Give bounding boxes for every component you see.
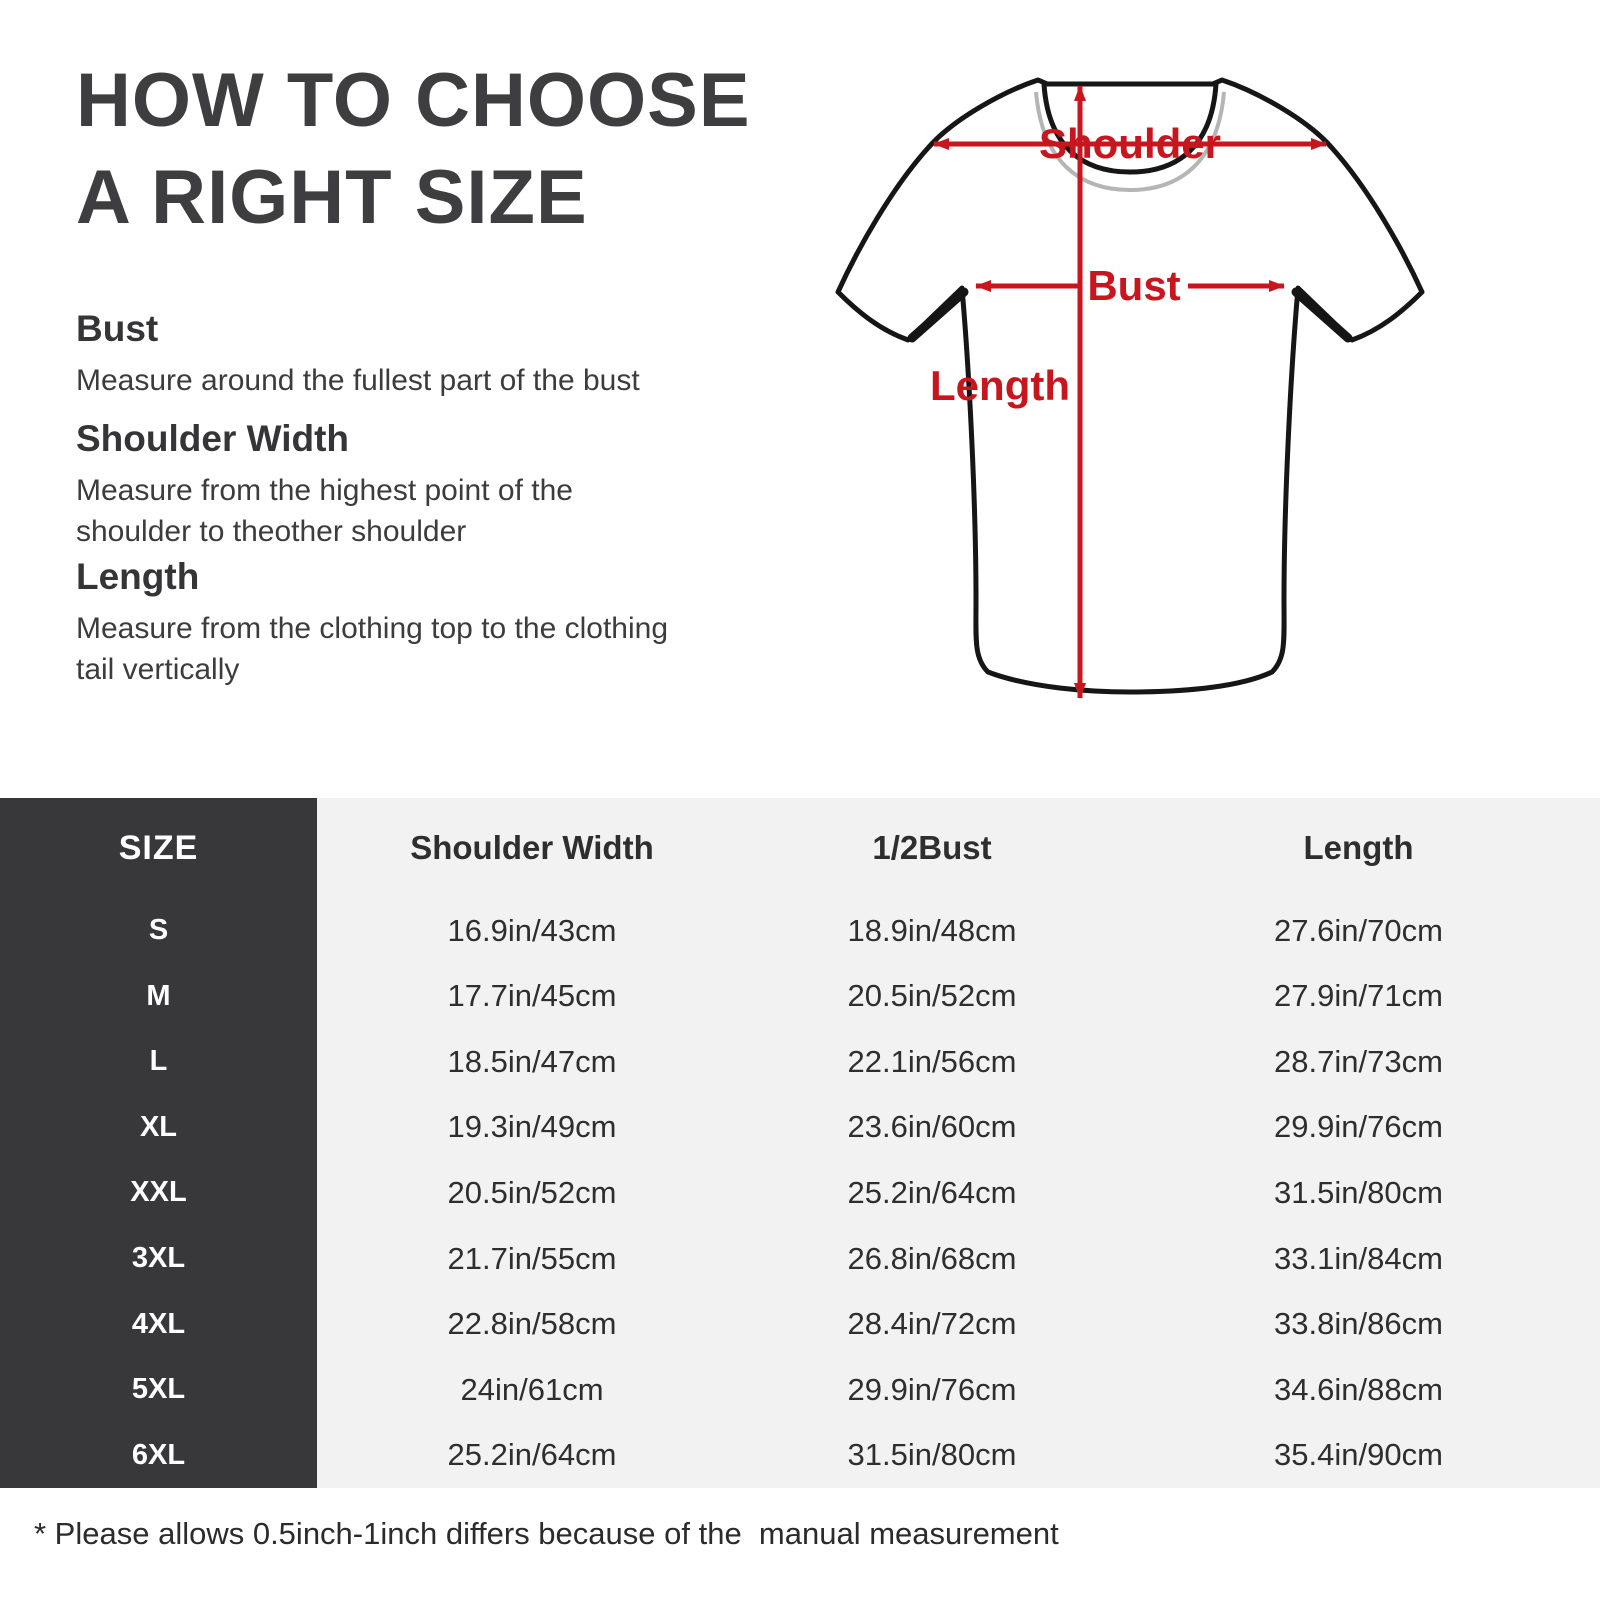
size-table-cell: 35.4in/90cm	[1117, 1422, 1600, 1488]
size-table-cell: 29.9in/76cm	[1117, 1095, 1600, 1161]
size-table-cell: 27.9in/71cm	[1117, 964, 1600, 1030]
size-table-cell: 26.8in/68cm	[747, 1226, 1117, 1292]
size-table-row-size: XXL	[0, 1160, 317, 1226]
size-table-cell: 27.6in/70cm	[1117, 898, 1600, 964]
tshirt-diagram	[780, 40, 1490, 740]
size-table-cell: 18.5in/47cm	[317, 1029, 747, 1095]
bust-arrow-label: Bust	[1087, 262, 1181, 309]
size-table-cell: 25.2in/64cm	[317, 1422, 747, 1488]
instruction-length	[76, 556, 676, 690]
size-table-cell: 21.7in/55cm	[317, 1226, 747, 1292]
measurement-disclaimer: * Please allows 0.5inch-1inch differs because of the manual measurement	[34, 1516, 1059, 1551]
shoulder-arrow-label: Shoulder	[1038, 120, 1222, 167]
instruction-length-heading: Length	[76, 556, 200, 597]
size-table-cell: 22.8in/58cm	[317, 1291, 747, 1357]
size-table-cell: 20.5in/52cm	[317, 1160, 747, 1226]
size-table-row-size: XL	[0, 1095, 317, 1161]
size-table-cell: 34.6in/88cm	[1117, 1357, 1600, 1423]
size-table-cell: 33.8in/86cm	[1117, 1291, 1600, 1357]
size-table-cell: 20.5in/52cm	[747, 964, 1117, 1030]
size-table-cell: 22.1in/56cm	[747, 1029, 1117, 1095]
size-table-row-size: S	[0, 898, 317, 964]
size-table-cell: 18.9in/48cm	[747, 898, 1117, 964]
page-title-line1: HOW TO CHOOSE	[76, 58, 751, 143]
size-table-row-size: 3XL	[0, 1226, 317, 1292]
size-table-cell: 19.3in/49cm	[317, 1095, 747, 1161]
size-table-cell: 31.5in/80cm	[1117, 1160, 1600, 1226]
size-table-header-shoulder-width: Shoulder Width	[317, 798, 747, 898]
size-table-row-size: L	[0, 1029, 317, 1095]
size-table-cell: 31.5in/80cm	[747, 1422, 1117, 1488]
instruction-bust	[76, 308, 676, 401]
size-table-cell: 16.9in/43cm	[317, 898, 747, 964]
size-table-cell: 28.7in/73cm	[1117, 1029, 1600, 1095]
size-table-row-size: 4XL	[0, 1291, 317, 1357]
size-table-cell: 24in/61cm	[317, 1357, 747, 1423]
size-table-cell: 28.4in/72cm	[747, 1291, 1117, 1357]
instruction-shoulder-width-description: Measure from the highest point of the shoulder to theother shoulder	[76, 474, 573, 548]
size-table-row-size: M	[0, 964, 317, 1030]
instruction-shoulder-width	[76, 418, 676, 552]
size-table-header-half-bust: 1/2Bust	[747, 798, 1117, 898]
instruction-length-description: Measure from the clothing top to the clothing tail vertically	[76, 612, 669, 686]
size-table-header-size: SIZE	[0, 798, 317, 898]
page-title	[76, 52, 751, 246]
page-title-line2: A RIGHT SIZE	[76, 155, 588, 240]
size-table-row-size: 6XL	[0, 1422, 317, 1488]
size-table-cell: 25.2in/64cm	[747, 1160, 1117, 1226]
size-table-row-size: 5XL	[0, 1357, 317, 1423]
size-table-cell: 33.1in/84cm	[1117, 1226, 1600, 1292]
instruction-bust-description: Measure around the fullest part of the bust	[76, 364, 640, 397]
size-table-cell: 29.9in/76cm	[747, 1357, 1117, 1423]
instruction-shoulder-width-heading: Shoulder Width	[76, 418, 350, 459]
size-table-header-length: Length	[1117, 798, 1600, 898]
size-table	[0, 798, 1600, 1488]
instruction-bust-heading: Bust	[76, 308, 159, 349]
size-table-cell: 23.6in/60cm	[747, 1095, 1117, 1161]
length-arrow-label: Length	[930, 362, 1070, 409]
size-table-cell: 17.7in/45cm	[317, 964, 747, 1030]
